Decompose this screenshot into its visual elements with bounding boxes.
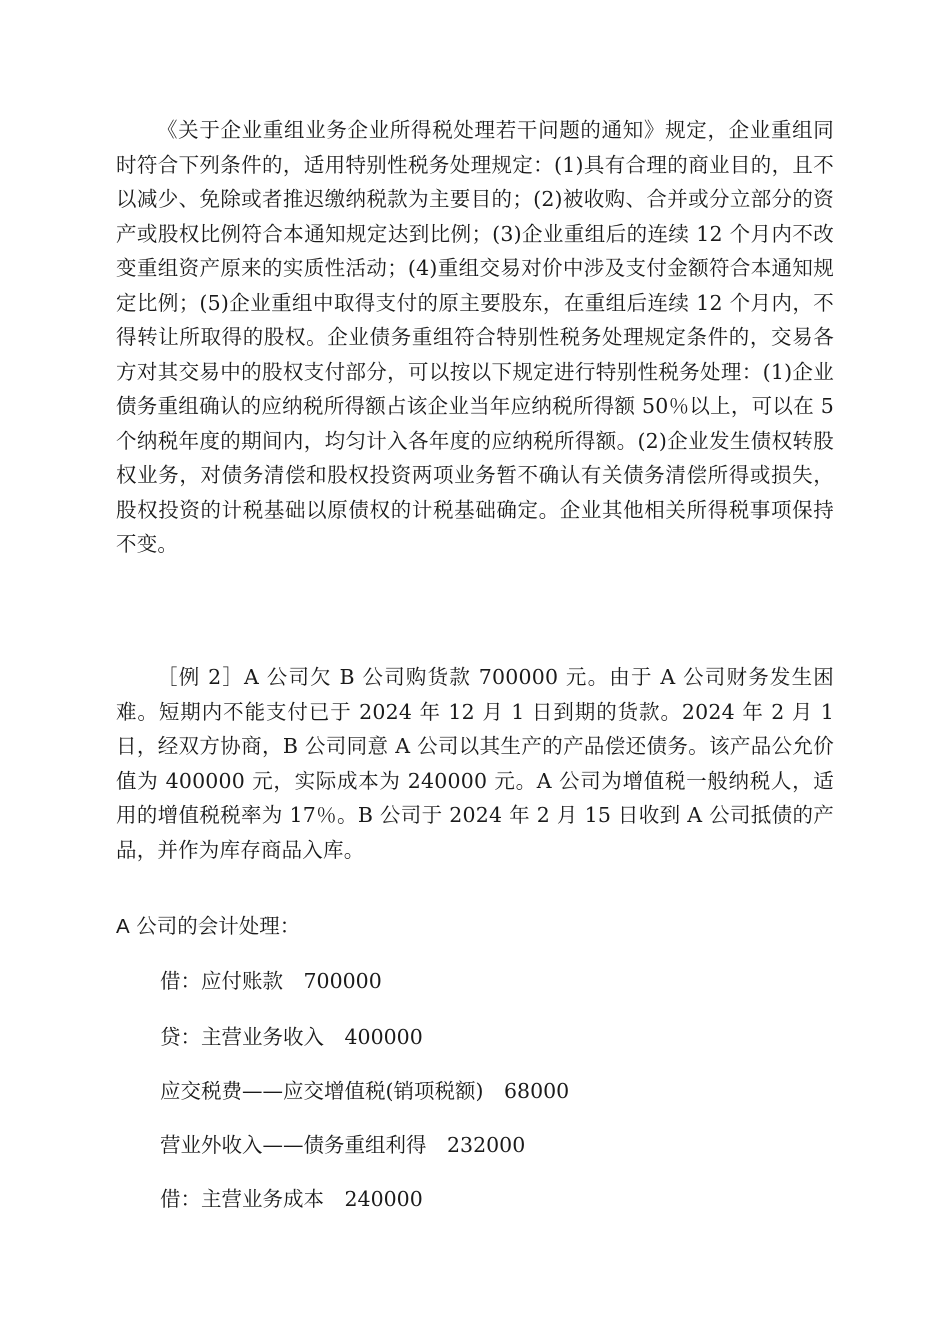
section-heading-letter: A [116,915,130,938]
paragraph-example-2: ［例 2］A 公司欠 B 公司购货款 700000 元。由于 A 公司财务发生困难。短期内不能支付已于 2024 年 12 月 1 日到期的货款。2024 年 2 月 1 日，经双方协商，B 公司同意 A 公司以其生产的产品偿还债务。该产品公允价值为 400000 元，实际成本为 240000 元。A 公司为增值税一般纳税人，适用的增值税税率为 17％。B 公司于 2024 年 2 月 15 日收到 A 公司抵债的产品，并作为库存商品入库。 [116,665,834,862]
journal-entry-debit-payable: 借：应付账款 700000 [160,969,382,993]
paragraph-regulation: 《关于企业重组业务企业所得税处理若干问题的通知》规定，企业重组同时符合下列条件的，适用特别性税务处理规定：(1)具有合理的商业目的，且不以减少、免除或者推迟缴纳税款为主要目的；(2)被收购、合并或分立部分的资产或股权比例符合本通知规定达到比例；(3)企业重组后的连续 12 个月内不改变重组资产原来的实质性活动；(4)重组交易对价中涉及支付金额符合本通知规定比例；(5)企业重组中取得支付的原主要股东，在重组后连续 12 个月内，不得转让所取得的股权。企业债务重组符合特别性税务处理规定条件的，交易各方对其交易中的股权支付部分，可以按以下规定进行特别性税务处理：(1)企业债务重组确认的应纳税所得额占该企业当年应纳税所得额 50％以上，可以在 5 个纳税年度的期间内，均匀计入各年度的应纳税所得额。(2)企业发生债权转股权业务，对债务清偿和股权投资两项业务暂不确认有关债务清偿所得或损失，股权投资的计税基础以原债权的计税基础确定。企业其他相关所得税事项保持不变。 [116,118,834,556]
journal-entry-restructuring-gain: 营业外收入——债务重组利得 232000 [160,1133,526,1157]
section-heading-text: 公司的会计处理： [129,914,301,938]
section-heading-accounting [116,909,300,945]
journal-entry-debit-cost: 借：主营业务成本 240000 [160,1187,423,1211]
journal-entry-credit-revenue: 贷：主营业务收入 400000 [160,1025,423,1049]
journal-entry-vat: 应交税费——应交增值税(销项税额) 68000 [160,1079,570,1103]
